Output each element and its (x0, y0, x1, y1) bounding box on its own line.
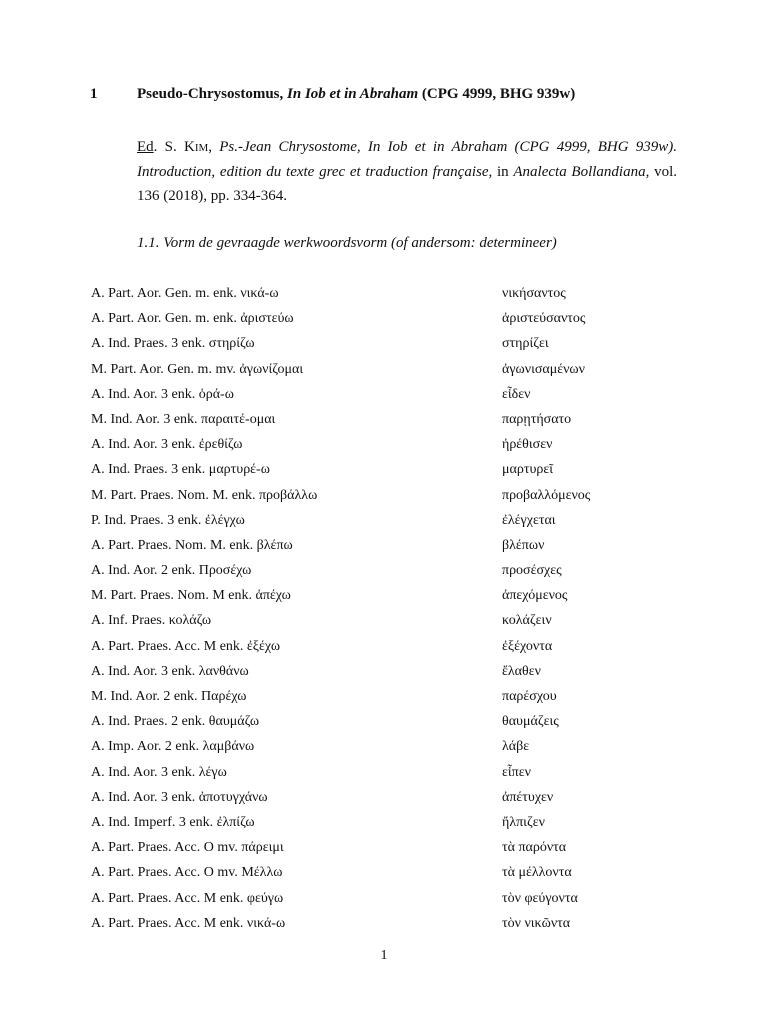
greek-verb-form: κολάζειν (502, 613, 552, 629)
form-row (91, 664, 691, 689)
form-row (91, 689, 691, 714)
edition-label: Ed (137, 139, 154, 155)
form-row (91, 916, 691, 941)
greek-verb-form: ἀπέτυχεν (502, 789, 554, 805)
greek-verb-form: ἐλέγχεται (502, 512, 556, 528)
journal-name: Analecta Bollandiana (513, 163, 646, 180)
greek-verb-form: ἠρέθισεν (502, 437, 553, 453)
parsing-description: A. Part. Praes. Acc. M enk. ἐξέχω (91, 638, 281, 654)
greek-verb-form: λάβε (502, 739, 530, 755)
form-row (91, 286, 691, 311)
parsing-description: A. Part. Praes. Acc. O mv. Μέλλω (91, 865, 283, 881)
parsing-description: A. Ind. Praes. 3 enk. μαρτυρέ-ω (91, 462, 270, 478)
greek-verb-form: προσέσχες (502, 563, 562, 579)
greek-verb-form: ἀγωνισαμένων (502, 361, 585, 377)
form-row (91, 437, 691, 462)
parsing-description: A. Part. Praes. Acc. O mv. πάρειμι (91, 840, 284, 856)
greek-verb-form: στηρίζει (502, 336, 549, 352)
greek-verb-form: ἤλπιζεν (502, 814, 545, 830)
parsing-description: A. Ind. Aor. 3 enk. ὁρά-ω (91, 386, 234, 402)
greek-verb-form: ἐξέχοντα (502, 638, 553, 654)
section-title (137, 86, 575, 103)
edition-title: Ps.-Jean Chrysostome, In Iob et in Abraham (CPG 4999, BHG 939w). Introduction, edition du texte grec et traduction française (137, 139, 678, 180)
greek-verb-form: μαρτυρεῖ (502, 462, 554, 478)
form-row (91, 412, 691, 437)
work-title: In Iob et in Abraham (287, 86, 419, 102)
form-row (91, 840, 691, 865)
parsing-description: M. Part. Praes. Nom. M enk. ἀπέχω (91, 588, 291, 604)
greek-verb-form: βλέπων (502, 537, 545, 553)
greek-verb-form: παρέσχου (502, 689, 557, 704)
page-number: 1 (380, 948, 388, 963)
verb-form-list (91, 286, 691, 941)
parsing-description: A. Part. Praes. Acc. M enk. νικά-ω (91, 915, 286, 931)
parsing-description: A. Ind. Aor. 3 enk. λανθάνω (91, 663, 249, 679)
editor-initial: S. (164, 139, 177, 155)
form-row (91, 538, 691, 563)
form-row (91, 588, 691, 613)
greek-verb-form: ἔλαθεν (502, 663, 541, 679)
greek-verb-form: παρῃτήσατο (502, 411, 572, 427)
catalogue-refs: (CPG 4999, BHG 939w) (421, 86, 576, 102)
parsing-description: A. Ind. Aor. 3 enk. ἐρεθίζω (91, 437, 243, 453)
greek-verb-form: τὰ παρόντα (502, 840, 567, 856)
form-row (91, 739, 691, 764)
parsing-description: A. Ind. Praes. 3 enk. στηρίζω (91, 336, 255, 352)
parsing-description: A. Ind. Aor. 3 enk. λέγω (91, 764, 227, 780)
form-row (91, 639, 691, 664)
form-row (91, 563, 691, 588)
greek-verb-form: εἶπεν (502, 764, 531, 780)
greek-verb-form: τὸν νικῶντα (502, 915, 571, 931)
form-row (91, 387, 691, 412)
parsing-description: M. Part. Praes. Nom. M. enk. προβάλλω (91, 487, 318, 503)
parsing-description: A. Ind. Aor. 2 enk. Προσέχω (91, 563, 252, 579)
form-row (91, 311, 691, 336)
form-row (91, 815, 691, 840)
form-row (91, 362, 691, 387)
greek-verb-form: θαυμάζεις (502, 714, 559, 730)
form-row (91, 865, 691, 890)
parsing-description: A. Imp. Aor. 2 enk. λαμβάνω (91, 739, 255, 755)
parsing-description: A. Ind. Imperf. 3 enk. ἐλπίζω (91, 814, 255, 830)
greek-verb-form: τὸν φεύγοντα (502, 890, 578, 906)
greek-verb-form: τὰ μέλλοντα (502, 865, 572, 881)
parsing-description: P. Ind. Praes. 3 enk. ἐλέγχω (91, 512, 245, 528)
parsing-description: M. Part. Aor. Gen. m. mv. ἀγωνίζομαι (91, 361, 304, 377)
form-row (91, 462, 691, 487)
edition-in: , in (488, 163, 509, 180)
section-number: 1 (90, 86, 98, 102)
form-row (91, 765, 691, 790)
form-row (91, 790, 691, 815)
greek-verb-form: προβαλλόμενος (502, 487, 591, 503)
edition-details: , vol. 136 (2018), pp. 334-364. (137, 163, 678, 204)
parsing-description: A. Part. Praes. Nom. M. enk. βλέπω (91, 537, 293, 553)
parsing-description: A. Inf. Praes. κολάζω (91, 613, 212, 629)
parsing-description: M. Ind. Aor. 3 enk. παραιτέ-ομαι (91, 411, 276, 427)
editor-surname: Kim (183, 139, 209, 155)
greek-verb-form: εἶδεν (502, 386, 531, 402)
form-row (91, 891, 691, 916)
greek-verb-form: ἀπεχόμενος (502, 588, 568, 604)
parsing-description: A. Part. Praes. Acc. M enk. φεύγω (91, 890, 284, 906)
parsing-description: M. Ind. Aor. 2 enk. Παρέχω (91, 689, 247, 704)
form-row (91, 513, 691, 538)
edition-reference: Ed. S. Kim, Ps.-Jean Chrysostome, In Iob et in Abraham (CPG 4999, BHG 939w). Introduction, edition du texte grec et traduction française, in Analecta Bollandiana, vol. 136 (2018), pp. 334-364. (137, 139, 678, 204)
form-row (91, 714, 691, 739)
form-row (91, 613, 691, 638)
form-row (91, 336, 691, 361)
author-name: Pseudo-Chrysostomus, (137, 86, 284, 102)
parsing-description: A. Part. Aor. Gen. m. enk. ἀριστεύω (91, 311, 294, 327)
subsection-heading: 1.1. Vorm de gevraagde werkwoordsvorm (of andersom: determineer) (137, 235, 557, 251)
form-row (91, 488, 691, 513)
parsing-description: A. Ind. Aor. 3 enk. ἀποτυγχάνω (91, 789, 268, 805)
parsing-description: A. Ind. Praes. 2 enk. θαυμάζω (91, 714, 260, 730)
greek-verb-form: νικήσαντος (502, 286, 566, 301)
parsing-description: A. Part. Aor. Gen. m. enk. νικά-ω (91, 286, 279, 301)
greek-verb-form: ἀριστεύσαντος (502, 311, 586, 327)
